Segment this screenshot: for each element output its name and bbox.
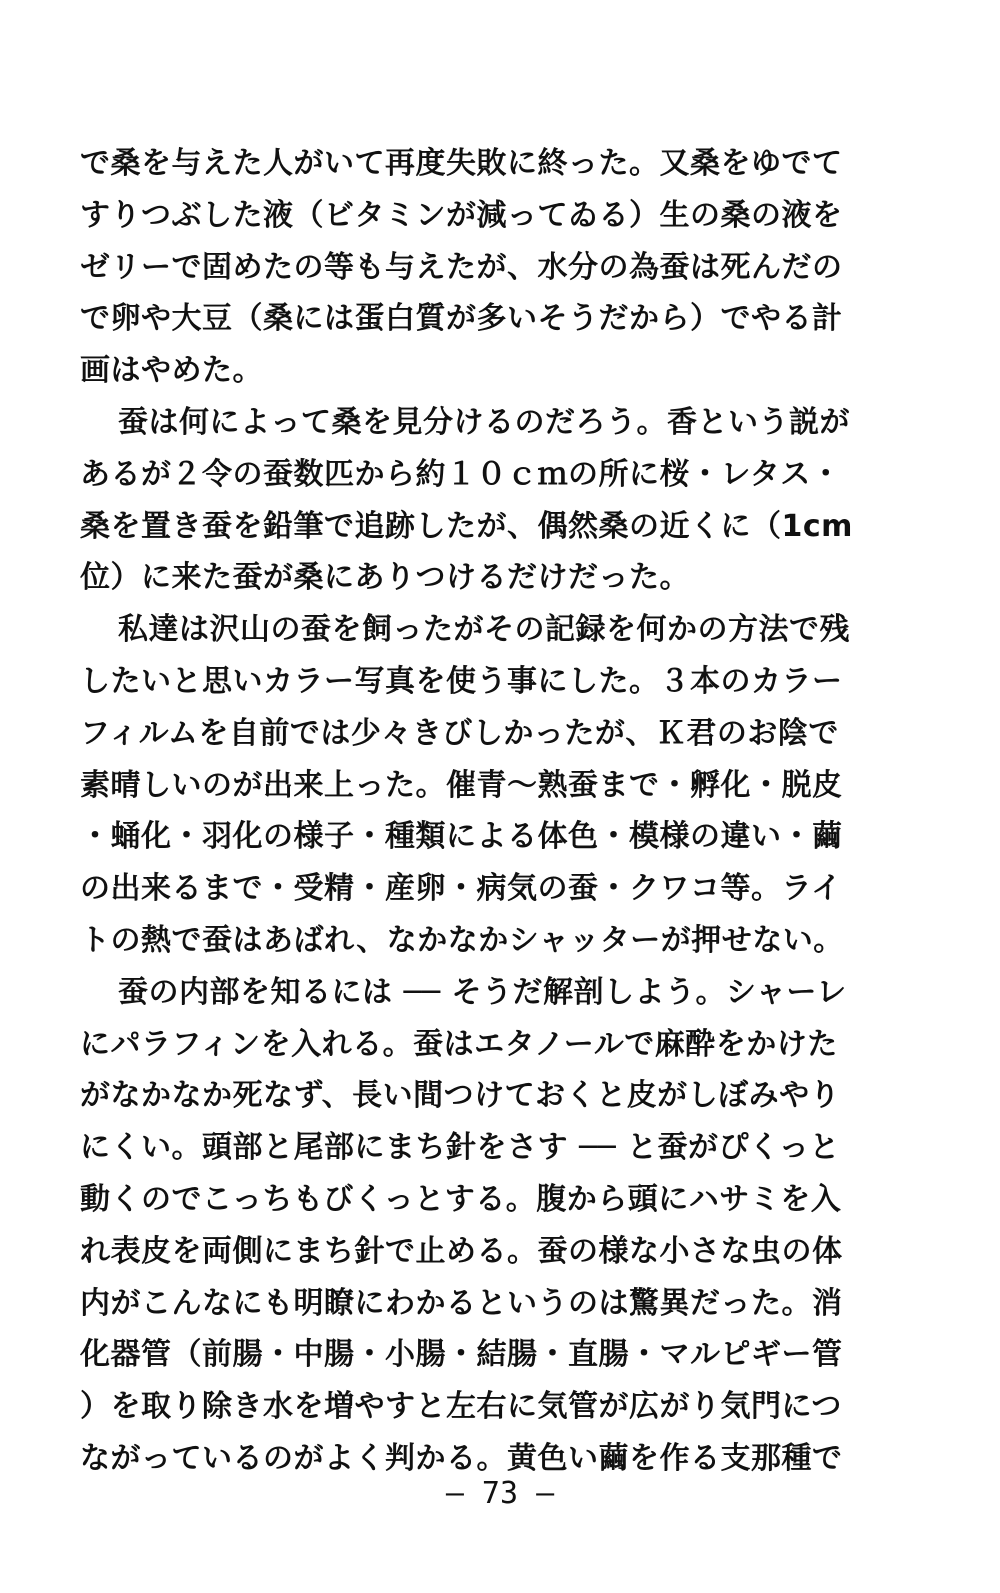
text-line: 桑を置き蚕を鉛筆で追跡したが、偶然桑の近くに（1cm [80, 508, 853, 544]
text-line: にパラフィンを入れる。蚕はエタノールで麻酔をかけた [80, 1026, 838, 1062]
text-line: したいと思いカラー写真を使う事にした。３本のカラー [80, 663, 843, 699]
body-text [80, 138, 930, 1485]
text-line: ・蛹化・羽化の様子・種類による体色・模様の違い・繭 [80, 819, 843, 855]
text-line: 蚕は何によって桑を見分けるのだろう。香という説が [118, 404, 850, 440]
text-line: 私達は沢山の蚕を飼ったがその記録を何かの方法で残 [118, 612, 850, 648]
text-line: にくい。頭部と尾部にまち針をさす ── と蚕がぴくっと [80, 1130, 840, 1166]
text-line: 動くのでこっちもびくっとする。腹から頭にハサミを入 [80, 1181, 842, 1217]
text-line: れ表皮を両側にまち針で止める。蚕の様な小さな虫の体 [80, 1233, 843, 1269]
text-line: トの熱で蚕はあばれ、なかなかシャッターが押せない。 [80, 922, 844, 958]
text-line: ）を取り除き水を増やすと左右に気管が広がり気門につ [80, 1389, 842, 1425]
text-line: 蚕の内部を知るには ── そうだ解剖しよう。シャーレ [118, 974, 847, 1010]
text-line: あるが２令の蚕数匹から約１０ｃｍの所に桜・レタス・ [80, 456, 842, 492]
text-line: 内がこんなにも明瞭にわかるというのは驚異だった。消 [80, 1285, 843, 1321]
text-line: 位）に来た蚕が桑にありつけるだけだった。 [80, 560, 690, 596]
text-line: 素晴しいのが出来上った。催青〜熟蚕まで・孵化・脱皮 [80, 767, 843, 803]
page-number: — 73 — [445, 1476, 555, 1511]
text-line: 画はやめた。 [80, 353, 263, 389]
text-line: ゼリーで固めたの等も与えたが、水分の為蚕は死んだの [80, 249, 843, 285]
text-line: 化器管（前腸・中腸・小腸・結腸・直腸・マルピギー管 [80, 1337, 843, 1373]
text-line: で桑を与えた人がいて再度失敗に終った。又桑をゆでて [80, 146, 843, 181]
text-line: の出来るまで・受精・産卵・病気の蚕・クワコ等。ライ [80, 871, 842, 907]
text-line: すりつぶした液（ビタミンが減ってゐる）生の桑の液を [80, 197, 843, 233]
text-line: フィルムを自前では少々きびしかったが、Ｋ君のお陰で [80, 715, 839, 751]
text-line: がなかなか死なず、長い間つけておくと皮がしぼみやり [80, 1078, 841, 1114]
text-line: で卵や大豆（桑には蛋白質が多いそうだから）でやる計 [80, 301, 843, 337]
text-line: ながっているのがよく判かる。黄色い繭を作る支那種で [80, 1440, 843, 1476]
